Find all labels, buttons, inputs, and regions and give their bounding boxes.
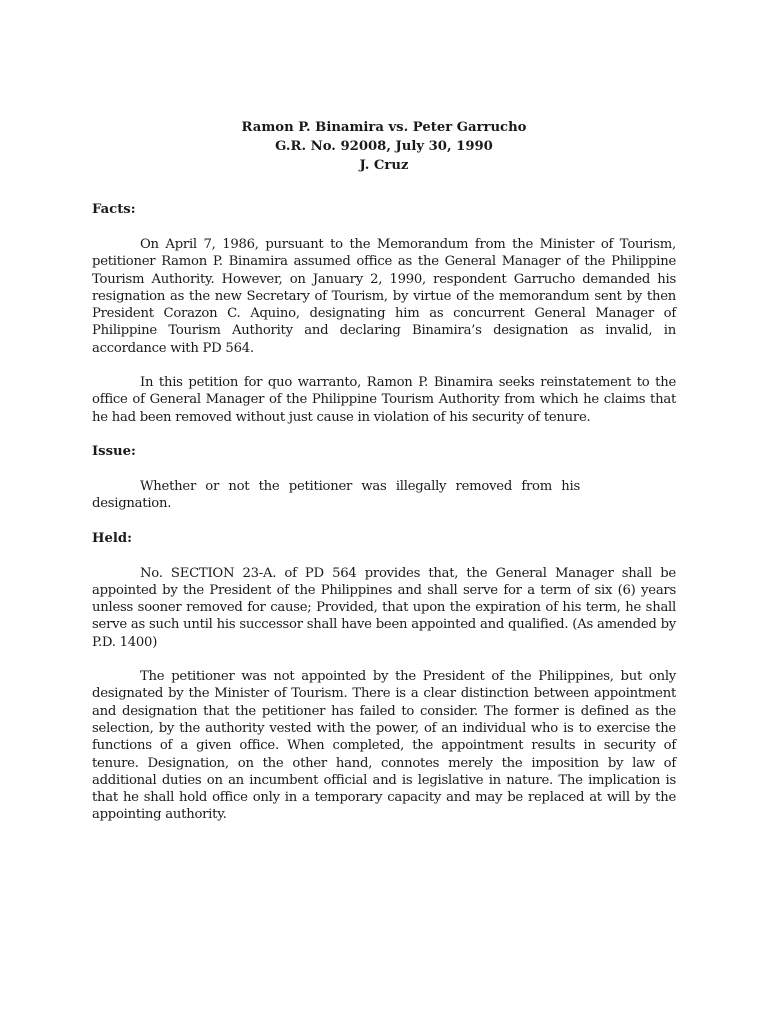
held-section (92, 530, 676, 824)
held-heading: Held: (92, 530, 132, 546)
held-paragraph: The petitioner was not appointed by the President of the Philippines, but only designated by the Minister of Tourism. There is a clear distinction between appointment and designation that the petitioner has failed to consider. The former is defined as the selection, by the authority vested with the power, of an individual who is to exercise the functions of a given office. When completed, the appointment results in security of tenure. Designation, on the other hand, connotes merely the imposition by law of additional duties on an incumbent official and is legislative in nature. The implication is that he shall hold office only in a temporary capacity and may be replaced at will by the appointing authority. (92, 669, 676, 823)
case-citation: G.R. No. 92008, July 30, 1990 (275, 139, 493, 154)
document-page (92, 118, 676, 824)
issue-paragraph: Whether or not the petitioner was illegally removed from his designation. (92, 478, 580, 512)
facts-section (92, 201, 676, 426)
case-title: Ramon P. Binamira vs. Peter Garrucho (241, 120, 527, 135)
facts-paragraph: On April 7, 1986, pursuant to the Memorandum from the Minister of Tourism, petitioner Ramon P. Binamira assumed office as the General Manager of the Philippine Tourism Authority. However, on January 2, 1990, respondent Garrucho demanded his resignation as the new Secretary of Tourism, by virtue of the memorandum sent by then President Corazon C. Aquino, designating him as concurrent General Manager of Philippine Tourism Authority and declaring Binamira’s designation as invalid, in accordance with PD 564. (92, 237, 676, 356)
facts-heading: Facts: (92, 202, 136, 217)
issue-section (92, 443, 676, 513)
issue-heading: Issue: (92, 443, 136, 459)
case-justice: J. Cruz (359, 158, 409, 173)
case-header (92, 118, 676, 175)
facts-paragraph: In this petition for quo warranto, Ramon P. Binamira seeks reinstatement to the office of General Manager of the Philippine Tourism Authority from which he claims that he had been removed without just cause in violation of his security of tenure. (92, 375, 676, 425)
held-paragraph: No. SECTION 23-A. of PD 564 provides that, the General Manager shall be appointed by the President of the Philippines and shall serve for a term of six (6) years unless sooner removed for cause; Provided, that upon the expiration of his term, he shall serve as such until his successor shall have been appointed and qualified. (As amended by P.D. 1400) (92, 565, 676, 650)
